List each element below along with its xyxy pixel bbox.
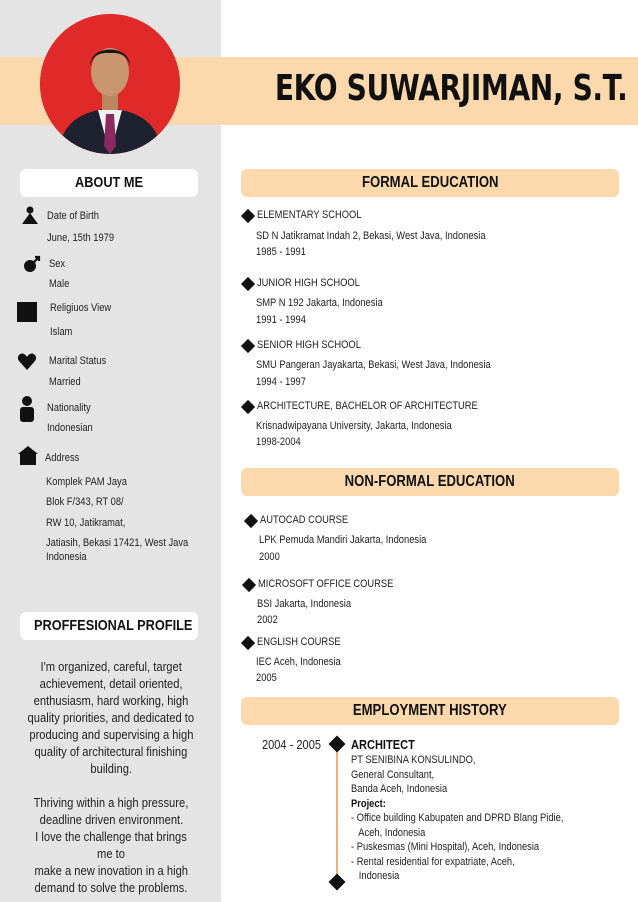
formal-education-heading: FORMAL EDUCATION	[241, 169, 619, 197]
diamond-bullet-icon	[241, 400, 255, 414]
profile-line: building.	[90, 761, 132, 776]
sex-value: Male	[49, 278, 70, 290]
religion-value: Islam	[50, 326, 73, 338]
course-school: IEC Aceh, Indonesia	[256, 656, 341, 668]
profile-line: Thriving within a high pressure,	[33, 795, 189, 810]
diamond-bullet-icon	[241, 277, 255, 291]
course-school: BSI Jakarta, Indonesia	[257, 598, 352, 610]
diamond-bullet-icon	[244, 514, 258, 528]
education-years: 1991 - 1994	[256, 314, 306, 326]
education-school: SMP N 192 Jakarta, Indonesia	[256, 297, 383, 309]
education-title: ARCHITECTURE, BACHELOR OF ARCHITECTURE	[257, 400, 478, 412]
timeline-diamond-icon	[329, 874, 346, 891]
education-title: JUNIOR HIGH SCHOOL	[257, 277, 360, 289]
profile-line: I'm organized, careful, target	[40, 659, 182, 674]
address-line: Jatiasih, Bekasi 17421, West Java	[46, 537, 189, 549]
heart-icon	[17, 352, 37, 372]
education-title: SENIOR HIGH SCHOOL	[257, 339, 361, 351]
course-years: 2005	[256, 672, 277, 684]
home-icon	[18, 445, 38, 465]
diamond-bullet-icon	[242, 578, 256, 592]
dob-label: Date of Birth	[47, 210, 99, 222]
education-years: 1994 - 1997	[256, 376, 306, 388]
project-label: Project:	[351, 798, 386, 810]
course-title: ENGLISH COURSE	[257, 636, 341, 648]
profile-line	[14, 777, 208, 794]
employment-type: General Consultant,	[351, 769, 435, 781]
diamond-bullet-icon	[241, 209, 255, 223]
square-icon	[17, 302, 37, 322]
course-title: AUTOCAD COURSE	[260, 514, 349, 526]
course-years: 2002	[257, 614, 278, 626]
profile-line: enthusiasm, hard working, high	[33, 693, 189, 708]
address-line: Komplek PAM Jaya	[46, 476, 127, 488]
male-symbol-icon	[22, 254, 42, 274]
profile-line: I love the challenge that brings me to	[35, 829, 187, 861]
profile-heading: PROFFESIONAL PROFILE	[20, 612, 198, 640]
nonformal-education-heading: NON-FORMAL EDUCATION	[241, 468, 619, 496]
education-title: ELEMENTARY SCHOOL	[257, 209, 362, 221]
address-line: Blok F/343, RT 08/	[46, 496, 124, 508]
user-icon	[17, 396, 37, 422]
employment-company: PT SENIBINA KONSULINDO,	[351, 754, 476, 766]
diamond-bullet-icon	[241, 339, 255, 353]
marital-value: Married	[49, 376, 81, 388]
address-line: Indonesia	[46, 551, 87, 563]
project-line: - Office building Kabupaten and DPRD Blang Pidie,	[351, 812, 564, 824]
address-line: RW 10, Jatikramat,	[46, 517, 126, 529]
timeline-line	[336, 743, 338, 883]
employment-location: Banda Aceh, Indonesia	[351, 783, 448, 795]
diamond-bullet-icon	[241, 636, 255, 650]
profile-line: demand to solve the problems.	[34, 880, 188, 895]
project-line: Indonesia	[351, 870, 400, 882]
project-line: - Puskesmas (Mini Hospital), Aceh, Indonesia	[351, 841, 540, 853]
education-years: 1985 - 1991	[256, 246, 306, 258]
profile-text	[14, 658, 208, 896]
education-school: Krisnadwipayana University, Jakarta, Indonesia	[256, 420, 452, 432]
dob-value: June, 15th 1979	[47, 232, 115, 244]
profile-line: achievement, detail oriented,	[39, 676, 183, 691]
about-me-heading: ABOUT ME	[20, 169, 198, 197]
employment-period: 2004 - 2005	[262, 737, 321, 752]
employment-heading: EMPLOYMENT HISTORY	[241, 697, 619, 725]
education-school: SMU Pangeran Jayakarta, Bekasi, West Java, Indonesia	[256, 359, 491, 371]
nationality-value: Indonesian	[47, 422, 93, 434]
person-name: EKO SUWARJIMAN, S.T.	[274, 68, 628, 109]
project-line: Aceh, Indonesia	[351, 827, 426, 839]
education-school: SD N Jatikramat Indah 2, Bekasi, West Java, Indonesia	[256, 230, 486, 242]
profile-line: quality of architectural finishing	[34, 744, 188, 759]
address-label: Address	[45, 452, 80, 464]
profile-line: make a new inovation in a high	[34, 863, 188, 878]
course-years: 2000	[259, 551, 280, 563]
religion-label: Religiuos View	[50, 302, 112, 314]
employment-role: ARCHITECT	[351, 737, 415, 752]
project-line: - Rental residential for expatriate, Aceh,	[351, 856, 515, 868]
nationality-label: Nationality	[47, 402, 91, 414]
portrait-image	[40, 14, 180, 154]
profile-line: producing and supervising a high	[28, 727, 194, 742]
profile-photo	[40, 14, 180, 154]
sex-label: Sex	[49, 258, 66, 270]
course-school: LPK Pemuda Mandiri Jakarta, Indonesia	[259, 534, 427, 546]
profile-line: deadline driven environment.	[39, 812, 183, 827]
education-years: 1998-2004	[256, 436, 301, 448]
person-icon	[20, 206, 40, 226]
profile-line: quality priorities, and dedicated to	[27, 710, 195, 725]
marital-label: Marital Status	[49, 355, 107, 367]
course-title: MICROSOFT OFFICE COURSE	[258, 578, 394, 590]
